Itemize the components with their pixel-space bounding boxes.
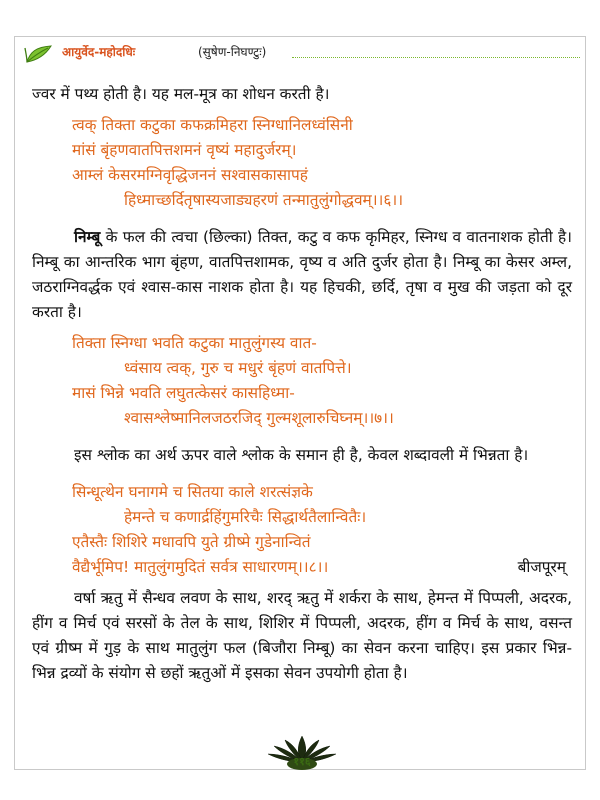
term-nimbu: निम्बू bbox=[74, 228, 101, 246]
verse-line: तिक्ता स्निग्धा भवति कटुका मातुलुंगस्य वात- bbox=[72, 334, 317, 352]
verse-line: श्वासश्लेष्मानिलजठरजिद् गुल्मशूलारुचिघ्नम्।।७।। bbox=[124, 409, 394, 427]
paragraph-seasons: वर्षा ऋतु में सैन्धव लवण के साथ, शरद् ऋतु में शर्करा के साथ, हेमन्त में पिप्पली, अदरक, हींग व मिर्च एवं सरसों के तेल के साथ, शिशिर में पिप्पली, अदरक, हींग व मिर्च के साथ, वसन्त एवं ग्रीष्म में गुड़ के साथ मातुलुंग फल (बिजौरा निम्बू) का सेवन करना चाहिए। इस प्रकार भिन्न-भिन्न द्रव्यों के संयोग से छहों ऋतुओं में इसका सेवन उपयोगी होता है। bbox=[32, 589, 572, 682]
paragraph-meaning: इस श्लोक का अर्थ ऊपर वाले श्लोक के समान ही है, केवल शब्दावली में भिन्नता है। bbox=[74, 446, 529, 464]
verse-line: मासं भिन्ने भवति लघुतत्केसरं कासहिध्मा- bbox=[72, 384, 295, 402]
verse-line: ध्वंसाय त्वक्, गुरु च मधुरं बृंहणं वातपित्ते। bbox=[124, 359, 352, 377]
page-footer bbox=[260, 732, 344, 772]
verse-end-row bbox=[32, 555, 572, 580]
main-content bbox=[32, 82, 572, 686]
header-divider bbox=[292, 57, 580, 58]
verse-line: सिन्धूत्थेन घनागमे च सितया काले शरत्संज्ञके bbox=[72, 483, 313, 501]
page-header bbox=[20, 40, 582, 66]
leaf-icon bbox=[24, 44, 54, 64]
verse-line: हिध्माच्छर्दितृषास्यजाड्यहरणं तन्मातुलुंगोद्धवम्।।६।। bbox=[124, 191, 404, 209]
paragraph-intro: ज्वर में पथ्य होती है। यह मल-मूत्र का शोधन करती है। bbox=[32, 85, 330, 103]
page-number: ११६ bbox=[293, 755, 311, 768]
header-subtitle: (सुषेण-निघण्टुः) bbox=[198, 45, 267, 59]
header-title: आयुर्वेद-महोदधिः bbox=[62, 45, 136, 59]
synonym-label: बीजपूरम् bbox=[517, 558, 566, 576]
verse-line: आम्लं केसरमग्निवृद्धिजननं सश्वासकासापहं bbox=[72, 166, 308, 184]
paragraph-nimbu bbox=[32, 225, 572, 325]
verse-line: मांसं बृंहणवातपित्तशमनं वृष्यं महादुर्जरम्। bbox=[72, 141, 297, 159]
verse-line: वैद्यैर्भूमिप! मातुलुंगमुदितं सर्वत्र साधारणम्।।८।। bbox=[72, 558, 329, 576]
verse-line: त्वक् तिक्ता कटुका कफक्रमिहरा स्निग्धानिलध्वंसिनी bbox=[72, 116, 353, 134]
verse-line: हेमन्ते च कणार्द्रहिंगुमरिचैः सिद्धार्थतैलान्वितैः। bbox=[124, 508, 367, 526]
verse-line: एतैस्तैः शिशिरे मधावपि युते ग्रीष्मे गुडेनान्वितं bbox=[72, 533, 311, 551]
paragraph-nimbu-text: के फल की त्वचा (छिल्का) तिक्त, कटु व कफ कृमिहर, स्निग्ध व वातनाशक होती है। निम्बू का आन्तरिक भाग बृंहण, वातपित्तशामक, वृष्य व अति दुर्जर होता है। निम्बू का केसर अम्ल, जठराग्निवर्द्धक एवं श्वास-कास नाशक होता है। यह हिचकी, छर्दि, तृषा व मुख की जड़ता को दूर करता है। bbox=[32, 228, 572, 321]
